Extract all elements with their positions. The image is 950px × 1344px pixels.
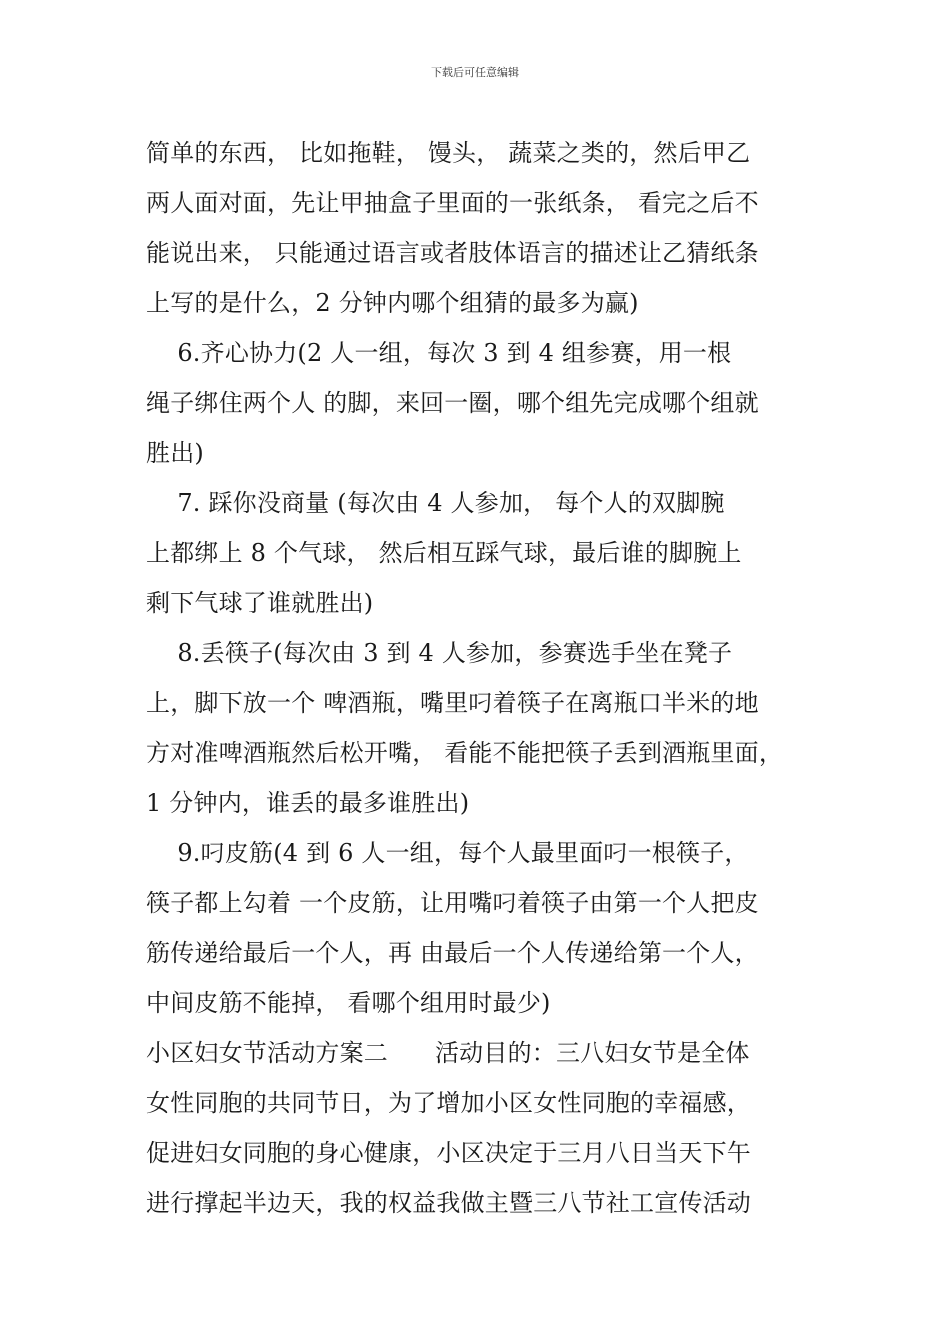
text-line: 1 分钟内，谁丢的最多谁胜出) bbox=[146, 789, 470, 817]
text-line: 两人面对面，先让甲抽盒子里面的一张纸条， 看完之后不 bbox=[146, 189, 759, 217]
text-line: 中间皮筋不能掉， 看哪个组用时最少) bbox=[146, 989, 551, 1017]
text-line: 女性同胞的共同节日，为了增加小区女性同胞的幸福感， bbox=[146, 1089, 751, 1117]
text-line: 9.叼皮筋(4 到 6 人一组，每个人最里面叼一根筷子， bbox=[146, 839, 749, 867]
text-line: 上写的是什么，2 分钟内哪个组猜的最多为赢) bbox=[146, 289, 639, 317]
text-line: 简单的东西， 比如拖鞋， 馒头， 蔬菜之类的，然后甲乙 bbox=[146, 139, 751, 167]
text-line: 绳子绑住两个人 的脚，来回一圈，哪个组先完成哪个组就 bbox=[146, 389, 759, 417]
text-line: 进行撑起半边天，我的权益我做主暨三八节社工宣传活动 bbox=[146, 1189, 751, 1217]
text-line: 上，脚下放一个 啤酒瓶，嘴里叼着筷子在离瓶口半米的地 bbox=[146, 689, 759, 717]
text-line: 7. 踩你没商量 (每次由 4 人参加， 每个人的双脚腕 bbox=[146, 489, 725, 517]
text-line: 筷子都上勾着 一个皮筋，让用嘴叼着筷子由第一个人把皮 bbox=[146, 889, 759, 917]
text-line: 上都绑上 8 个气球， 然后相互踩气球，最后谁的脚腕上 bbox=[146, 539, 742, 567]
text-line: 方对准啤酒瓶然后松开嘴， 看能不能把筷子丢到酒瓶里面， bbox=[146, 739, 784, 767]
text-line: 胜出) bbox=[146, 439, 204, 467]
text-line: 6.齐心协力(2 人一组，每次 3 到 4 组参赛，用一根 bbox=[146, 339, 732, 367]
text-line: 筋传递给最后一个人，再 由最后一个人传递给第一个人， bbox=[146, 939, 759, 967]
text-line: 剩下气球了谁就胜出) bbox=[146, 589, 374, 617]
document-body bbox=[146, 128, 810, 1228]
text-line: 小区妇女节活动方案二 活动目的：三八妇女节是全体 bbox=[146, 1039, 750, 1067]
text-line: 促进妇女同胞的身心健康，小区决定于三月八日当天下午 bbox=[146, 1139, 751, 1167]
text-line: 能说出来， 只能通过语言或者肢体语言的描述让乙猜纸条 bbox=[146, 239, 759, 267]
page-header: 下载后可任意编辑 bbox=[431, 66, 519, 79]
text-line: 8.丢筷子(每次由 3 到 4 人参加，参赛选手坐在凳子 bbox=[146, 639, 733, 667]
